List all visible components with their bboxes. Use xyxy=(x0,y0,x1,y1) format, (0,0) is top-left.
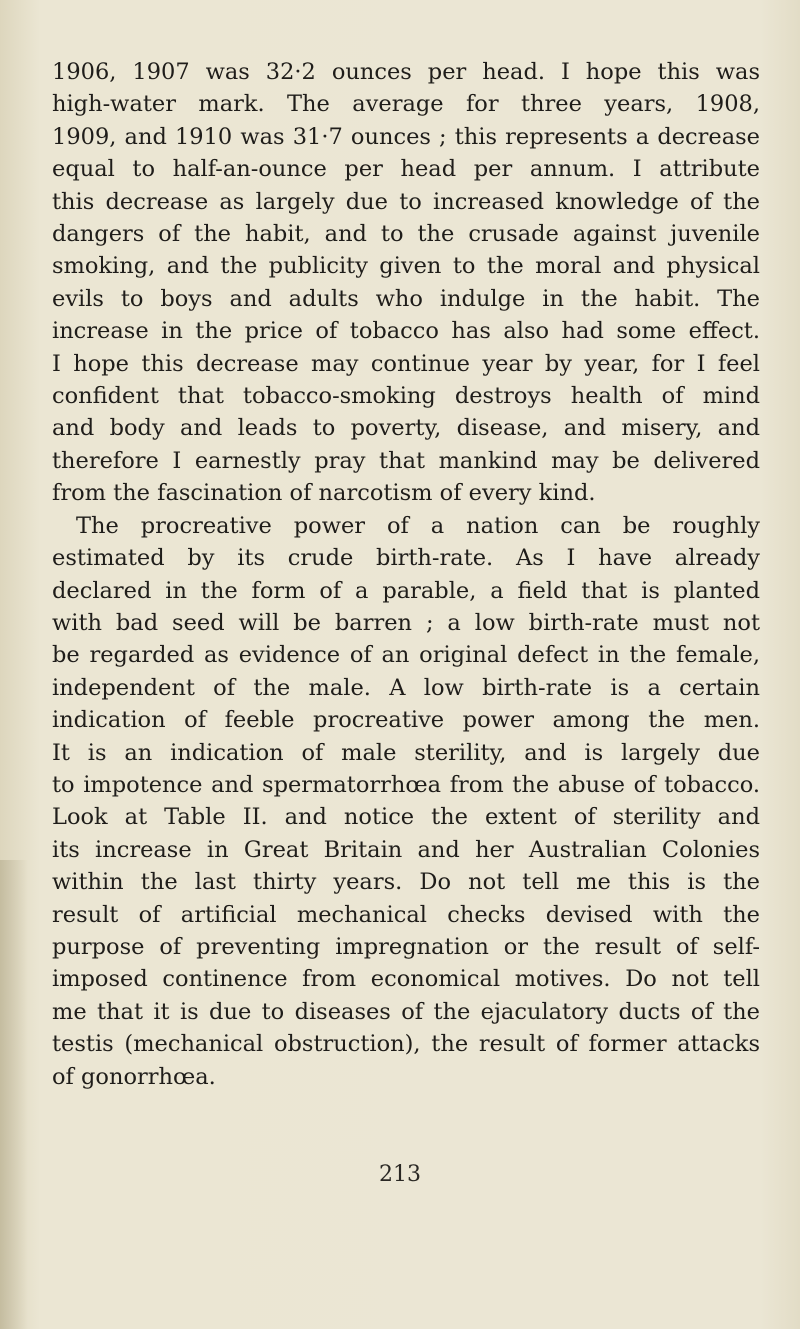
text-line: and body and leads to poverty, disease, and misery, and xyxy=(52,415,760,442)
text-line: smoking, and the publicity given to the moral and physical xyxy=(52,253,760,280)
text-line: testis (mechanical obstruction), the result of former attacks xyxy=(52,1031,760,1058)
text-line: indication of feeble procreative power among the men. xyxy=(52,707,760,734)
text-line: be regarded as evidence of an original defect in the female, xyxy=(52,642,760,669)
text-line: to impotence and spermatorrhœa from the abuse of tobacco. xyxy=(52,771,760,798)
text-line: I hope this decrease may continue year by year, for I feel xyxy=(52,350,760,377)
text-line: this decrease as largely due to increased knowledge of the xyxy=(52,188,760,215)
text-line: from the fascination of narcotism of every kind. xyxy=(52,480,596,507)
text-line: result of artificial mechanical checks devised with the xyxy=(52,901,760,928)
text-line: The procreative power of a nation can be roughly xyxy=(76,512,760,539)
page-number: 213 xyxy=(379,1162,421,1187)
text-line: its increase in Great Britain and her Australian Colonies xyxy=(52,836,760,863)
text-line: evils to boys and adults who indulge in the habit. The xyxy=(52,285,760,312)
body-text xyxy=(52,56,760,1093)
text-line: dangers of the habit, and to the crusade against juvenile xyxy=(52,221,760,248)
text-line: Look at Table II. and notice the extent of sterility and xyxy=(52,804,760,831)
text-line: of gonorrhœa. xyxy=(52,1063,216,1090)
text-line: equal to half-an-ounce per head per annum. I attribute xyxy=(52,156,760,183)
text-line: within the last thirty years. Do not tell me this is the xyxy=(52,869,760,896)
text-line: with bad seed will be barren ; a low birth-rate must not xyxy=(52,609,760,636)
text-line: confident that tobacco-smoking destroys health of mind xyxy=(52,383,760,410)
text-line: increase in the price of tobacco has also had some effect. xyxy=(52,318,760,345)
text-line: declared in the form of a parable, a field that is planted xyxy=(52,577,760,604)
paragraph xyxy=(52,56,760,510)
text-line: therefore I earnestly pray that mankind may be delivered xyxy=(52,447,760,474)
text-line: 1906, 1907 was 32·2 ounces per head. I hope this was xyxy=(52,59,760,85)
page-edge-shadow xyxy=(0,860,28,1329)
text-line: estimated by its crude birth-rate. As I have already xyxy=(52,545,760,572)
text-line: It is an indication of male sterility, and is largely due xyxy=(52,739,760,766)
text-line: 1909, and 1910 was 31·7 ounces ; this represents a decrease xyxy=(52,123,760,150)
paragraph xyxy=(52,510,760,1093)
text-line: purpose of preventing impregnation or the result of self- xyxy=(52,933,760,960)
text-line: high-water mark. The average for three years, 1908, xyxy=(52,91,760,118)
text-line: independent of the male. A low birth-rate is a certain xyxy=(52,674,760,701)
text-line: me that it is due to diseases of the ejaculatory ducts of the xyxy=(52,998,760,1025)
text-line: imposed continence from economical motives. Do not tell xyxy=(52,966,760,993)
